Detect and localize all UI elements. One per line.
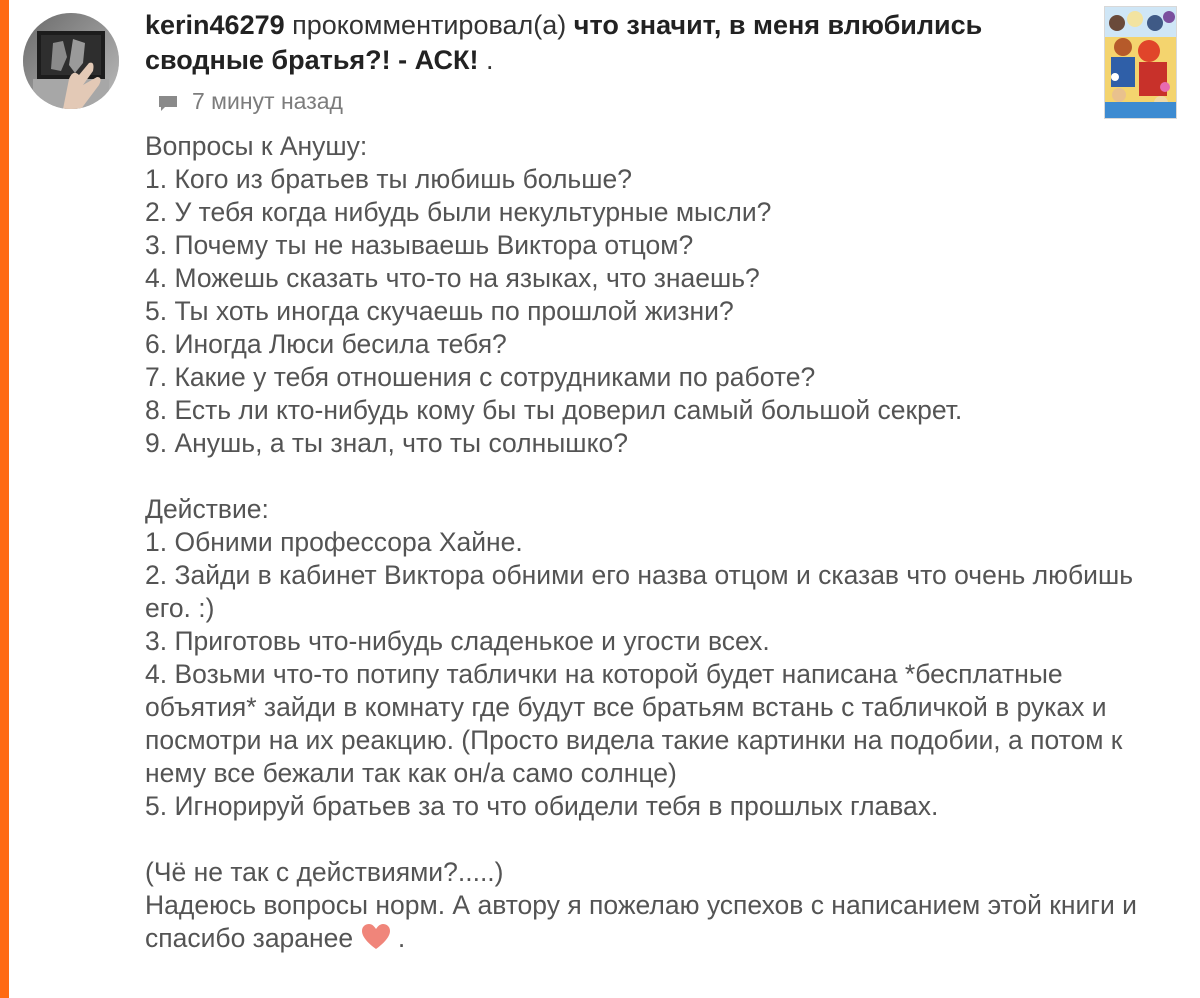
timestamp: 7 минут назад: [192, 87, 343, 114]
comment-line: (Чё не так с действиями?.....): [145, 857, 504, 887]
comment-line: 4. Возьми что-то потипу таблички на которой будет написана *бесплатные объятия* зайди в комнату где будут все братьям встань с табличкой в руках и посмотри на их реакцию. (Просто видела такие картинки на подобии, а потом к нему все бежали так как он/а само солнце): [145, 659, 1130, 788]
comment-line: 6. Иногда Люси бесила тебя?: [145, 329, 507, 359]
closing-text: Надеюсь вопросы норм. А автору я пожелаю успехов с написанием этой книги и спасибо заранее: [145, 890, 1145, 953]
comment-closing: [145, 889, 1145, 955]
comment-line: 9. Анушь, а ты знал, что ты солнышко?: [145, 428, 628, 458]
comment-header: [145, 8, 1045, 78]
book-cover-thumbnail[interactable]: [1104, 6, 1177, 119]
header-trailing-dot: .: [485, 45, 494, 75]
author-link[interactable]: kerin46279: [145, 10, 285, 40]
avatar[interactable]: [23, 13, 119, 109]
comment-line: Действие:: [145, 494, 269, 524]
blank-line: [145, 823, 1145, 856]
book-cover-image: [1105, 7, 1176, 118]
comment-bubble-icon: [158, 92, 178, 110]
comment-line: 8. Есть ли кто-нибудь кому бы ты доверил самый большой секрет.: [145, 395, 963, 425]
comment-line: 1. Обними профессора Хайне.: [145, 527, 523, 557]
comment-line: 2. У тебя когда нибудь были некультурные мысли?: [145, 197, 772, 227]
comment-line: 5. Игнорируй братьев за то что обидели тебя в прошлых главах.: [145, 791, 939, 821]
closing-trailing-dot: .: [397, 923, 406, 953]
comment-line: 4. Можешь сказать что-то на языках, что знаешь?: [145, 263, 760, 293]
comment-lines: [145, 130, 1145, 889]
avatar-image: [23, 13, 119, 109]
book-title-link[interactable]: что значит, в меня влюбились сводные братья?! - АСК!: [145, 10, 983, 75]
comment-body: [145, 130, 1145, 955]
timestamp-row: [158, 86, 343, 116]
comment-line: Вопросы к Анушу:: [145, 131, 368, 161]
comment-line: 5. Ты хоть иногда скучаешь по прошлой жизни?: [145, 296, 734, 326]
blank-line: [145, 460, 1145, 493]
comment-line: 7. Какие у тебя отношения с сотрудниками по работе?: [145, 362, 816, 392]
action-text: прокомментировал(а): [292, 10, 567, 40]
comment-line: 3. Приготовь что-нибудь сладенькое и угости всех.: [145, 626, 770, 656]
comment-line: 3. Почему ты не называешь Виктора отцом?: [145, 230, 694, 260]
heart-emoji-icon: [361, 923, 391, 951]
accent-bar: [0, 0, 9, 998]
comment-line: 1. Кого из братьев ты любишь больше?: [145, 164, 632, 194]
comment-line: 2. Зайди в кабинет Виктора обними его назва отцом и сказав что очень любишь его. :): [145, 560, 1141, 623]
